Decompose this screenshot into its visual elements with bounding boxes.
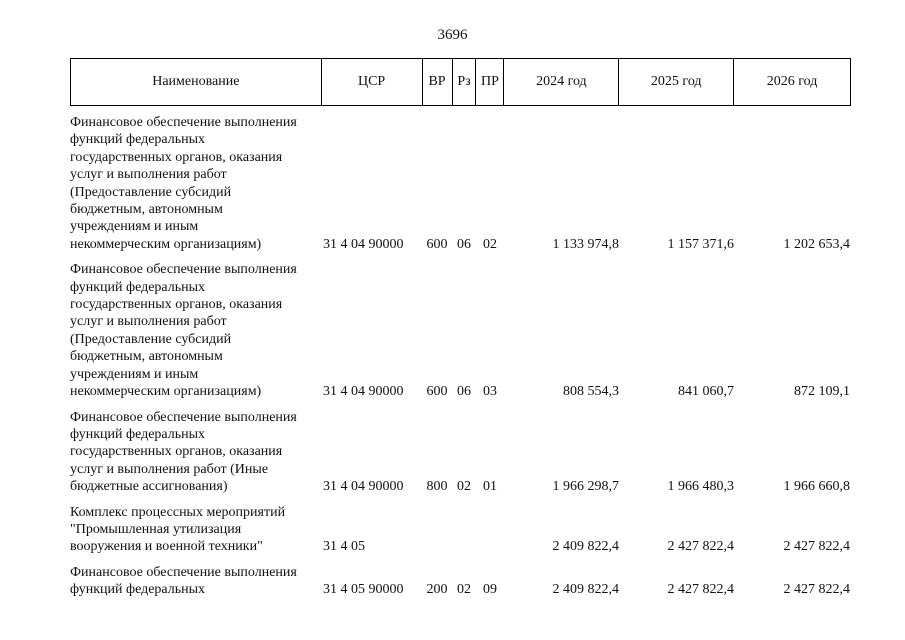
row-2025: 1 157 371,6 bbox=[667, 236, 734, 252]
row-name-line: функций федеральных bbox=[70, 426, 206, 442]
row-name-line: государственных органов, оказания bbox=[70, 149, 283, 165]
row-name-line: бюджетные ассигнования) bbox=[70, 479, 228, 495]
row-vr: 600 bbox=[426, 236, 448, 252]
row-2025: 2 427 822,4 bbox=[667, 539, 734, 555]
row-pr: 09 bbox=[483, 582, 497, 598]
row-pr: 03 bbox=[483, 384, 497, 400]
row-name-line: государственных органов, оказания bbox=[70, 297, 283, 313]
row-name-line: функций федеральных bbox=[70, 279, 206, 295]
row-vr: 800 bbox=[426, 479, 448, 495]
table-row bbox=[70, 261, 851, 400]
row-name-line: учреждениям и иным bbox=[70, 366, 199, 382]
table-body bbox=[70, 114, 851, 599]
row-name-line: некоммерческим организациям) bbox=[70, 384, 262, 400]
row-name bbox=[70, 409, 321, 496]
row-rz: 06 bbox=[457, 384, 471, 400]
row-vr: 200 bbox=[426, 582, 448, 598]
table-header bbox=[70, 58, 851, 106]
row-name-line: бюджетным, автономным bbox=[70, 349, 223, 365]
table-row bbox=[70, 564, 851, 599]
table-row bbox=[70, 504, 851, 556]
header-2026: 2026 год bbox=[766, 74, 818, 89]
row-name-line: услуг и выполнения работ (Иные bbox=[70, 461, 269, 477]
row-name-line: функций федеральных bbox=[70, 132, 206, 148]
row-name-line: (Предоставление субсидий bbox=[70, 184, 232, 200]
row-vr: 600 bbox=[426, 384, 448, 400]
table-row bbox=[70, 114, 851, 253]
header-2024: 2024 год bbox=[504, 59, 619, 105]
row-name-line: учреждениям и иным bbox=[70, 219, 199, 235]
row-2024: 808 554,3 bbox=[563, 384, 619, 400]
row-2025: 1 966 480,3 bbox=[667, 479, 734, 495]
header-csr: ЦСР bbox=[322, 59, 423, 105]
row-name bbox=[70, 261, 321, 400]
row-name-line: государственных органов, оказания bbox=[70, 444, 283, 460]
header-vr: ВР bbox=[423, 59, 453, 105]
row-name-line: Финансовое обеспечение выполнения bbox=[70, 409, 297, 425]
table-row bbox=[70, 409, 851, 496]
row-2026: 1 966 660,8 bbox=[783, 479, 850, 495]
row-rz: 06 bbox=[457, 236, 471, 252]
row-2024: 2 409 822,4 bbox=[552, 539, 619, 555]
row-name-line: вооружения и военной техники" bbox=[70, 539, 263, 555]
row-rz: 02 bbox=[457, 479, 471, 495]
row-name-line: Финансовое обеспечение выполнения bbox=[70, 262, 297, 278]
page-number: 3696 bbox=[437, 27, 468, 43]
row-csr: 31 4 04 90000 bbox=[323, 384, 404, 400]
row-2024: 2 409 822,4 bbox=[552, 582, 619, 598]
row-name bbox=[70, 114, 321, 253]
row-2026: 2 427 822,4 bbox=[783, 539, 850, 555]
row-csr: 31 4 05 90000 bbox=[323, 582, 404, 598]
row-name-line: Финансовое обеспечение выполнения bbox=[70, 115, 297, 130]
row-csr: 31 4 05 bbox=[323, 539, 365, 555]
row-2024: 1 966 298,7 bbox=[552, 479, 619, 495]
row-2026: 2 427 822,4 bbox=[783, 582, 850, 598]
row-name-line: Финансовое обеспечение выполнения bbox=[70, 564, 297, 580]
row-rz: 02 bbox=[457, 582, 471, 598]
row-name-line: услуг и выполнения работ bbox=[70, 167, 227, 183]
row-2025: 841 060,7 bbox=[678, 384, 734, 400]
row-name-line: бюджетным, автономным bbox=[70, 202, 223, 218]
row-name-line: (Предоставление субсидий bbox=[70, 331, 232, 347]
header-pr: ПР bbox=[476, 59, 504, 105]
row-name bbox=[70, 504, 321, 556]
row-2026: 872 109,1 bbox=[794, 384, 850, 400]
row-name-line: функций федеральных bbox=[70, 582, 206, 598]
row-pr: 02 bbox=[483, 236, 497, 252]
header-rz: Рз bbox=[453, 59, 477, 105]
row-pr: 01 bbox=[483, 479, 497, 495]
budget-table bbox=[70, 58, 851, 607]
row-name-line: Комплекс процессных мероприятий bbox=[70, 504, 286, 520]
header-name: Наименование bbox=[71, 59, 322, 105]
row-name bbox=[70, 564, 321, 599]
row-2024: 1 133 974,8 bbox=[552, 236, 619, 252]
row-csr: 31 4 04 90000 bbox=[323, 236, 404, 252]
row-name-line: услуг и выполнения работ bbox=[70, 314, 227, 330]
row-2026: 1 202 653,4 bbox=[783, 236, 850, 252]
row-name-line: "Промышленная утилизация bbox=[70, 521, 242, 537]
row-2025: 2 427 822,4 bbox=[667, 582, 734, 598]
row-csr: 31 4 04 90000 bbox=[323, 479, 404, 495]
header-2025: 2025 год bbox=[619, 59, 734, 105]
row-name-line: некоммерческим организациям) bbox=[70, 236, 262, 252]
